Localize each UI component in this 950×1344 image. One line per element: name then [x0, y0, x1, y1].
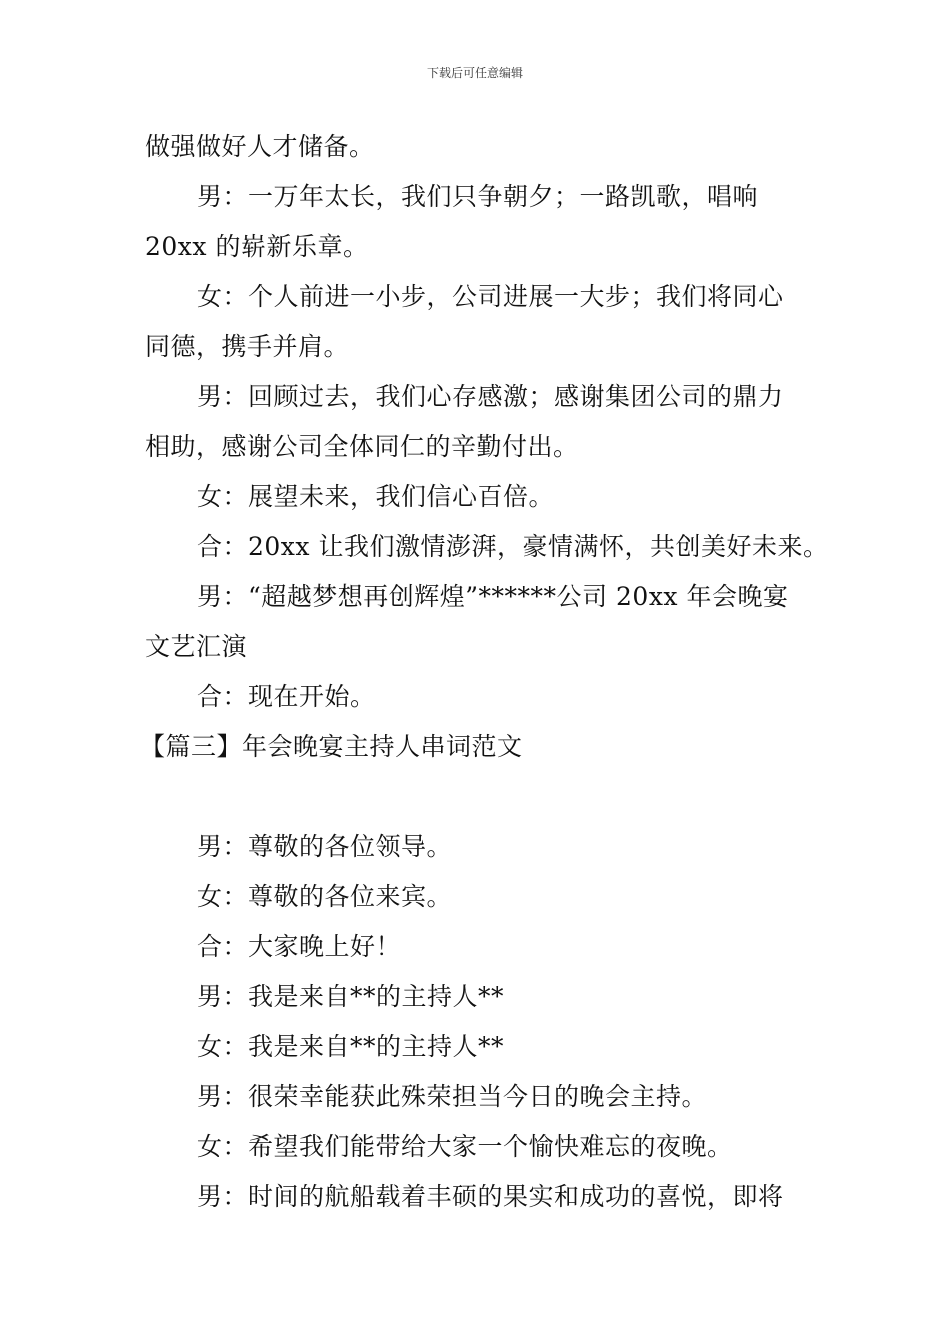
text-line: 女：希望我们能带给大家一个愉快难忘的夜晚。: [197, 1132, 733, 1161]
page-header: 下载后可任意编辑: [426, 66, 523, 80]
text-line: 男：一万年太长，我们只争朝夕；一路凯歌，唱响: [197, 182, 759, 211]
text-line: 同德，携手并肩。: [145, 332, 350, 361]
text-line: 男：尊敬的各位领导。: [197, 832, 453, 861]
text-line: 男：回顾过去，我们心存感激；感谢集团公司的鼎力: [197, 382, 784, 411]
document-body: [140, 122, 829, 1222]
text-line: 男：时间的航船载着丰硕的果实和成功的喜悦，即将: [197, 1182, 784, 1211]
text-line: 合：大家晚上好！: [197, 932, 402, 961]
text-line: 女：我是来自**的主持人**: [197, 1032, 505, 1061]
text-line: 男：很荣幸能获此殊荣担当今日的晚会主持。: [197, 1082, 708, 1111]
text-line: 做强做好人才储备。: [145, 132, 375, 161]
text-line: 女：展望未来，我们信心百倍。: [197, 482, 555, 511]
text-line: 男：我是来自**的主持人**: [197, 982, 505, 1011]
text-line: 合：20xx 让我们激情澎湃，豪情满怀，共创美好未来。: [197, 532, 829, 561]
text-line: 文艺汇演: [145, 632, 248, 661]
text-line: 女：尊敬的各位来宾。: [197, 882, 453, 911]
text-line: 合：现在开始。: [197, 682, 376, 711]
section-heading: 【篇三】年会晚宴主持人串词范文: [140, 732, 523, 761]
text-line: 20xx 的崭新乐章。: [145, 232, 369, 261]
text-line: 相助，感谢公司全体同仁的辛勤付出。: [145, 432, 579, 461]
text-line: 女：个人前进一小步，公司进展一大步；我们将同心: [197, 282, 784, 311]
text-line: 男：“超越梦想再创辉煌”******公司 20xx 年会晚宴: [197, 582, 789, 611]
blank-line: [145, 772, 810, 822]
